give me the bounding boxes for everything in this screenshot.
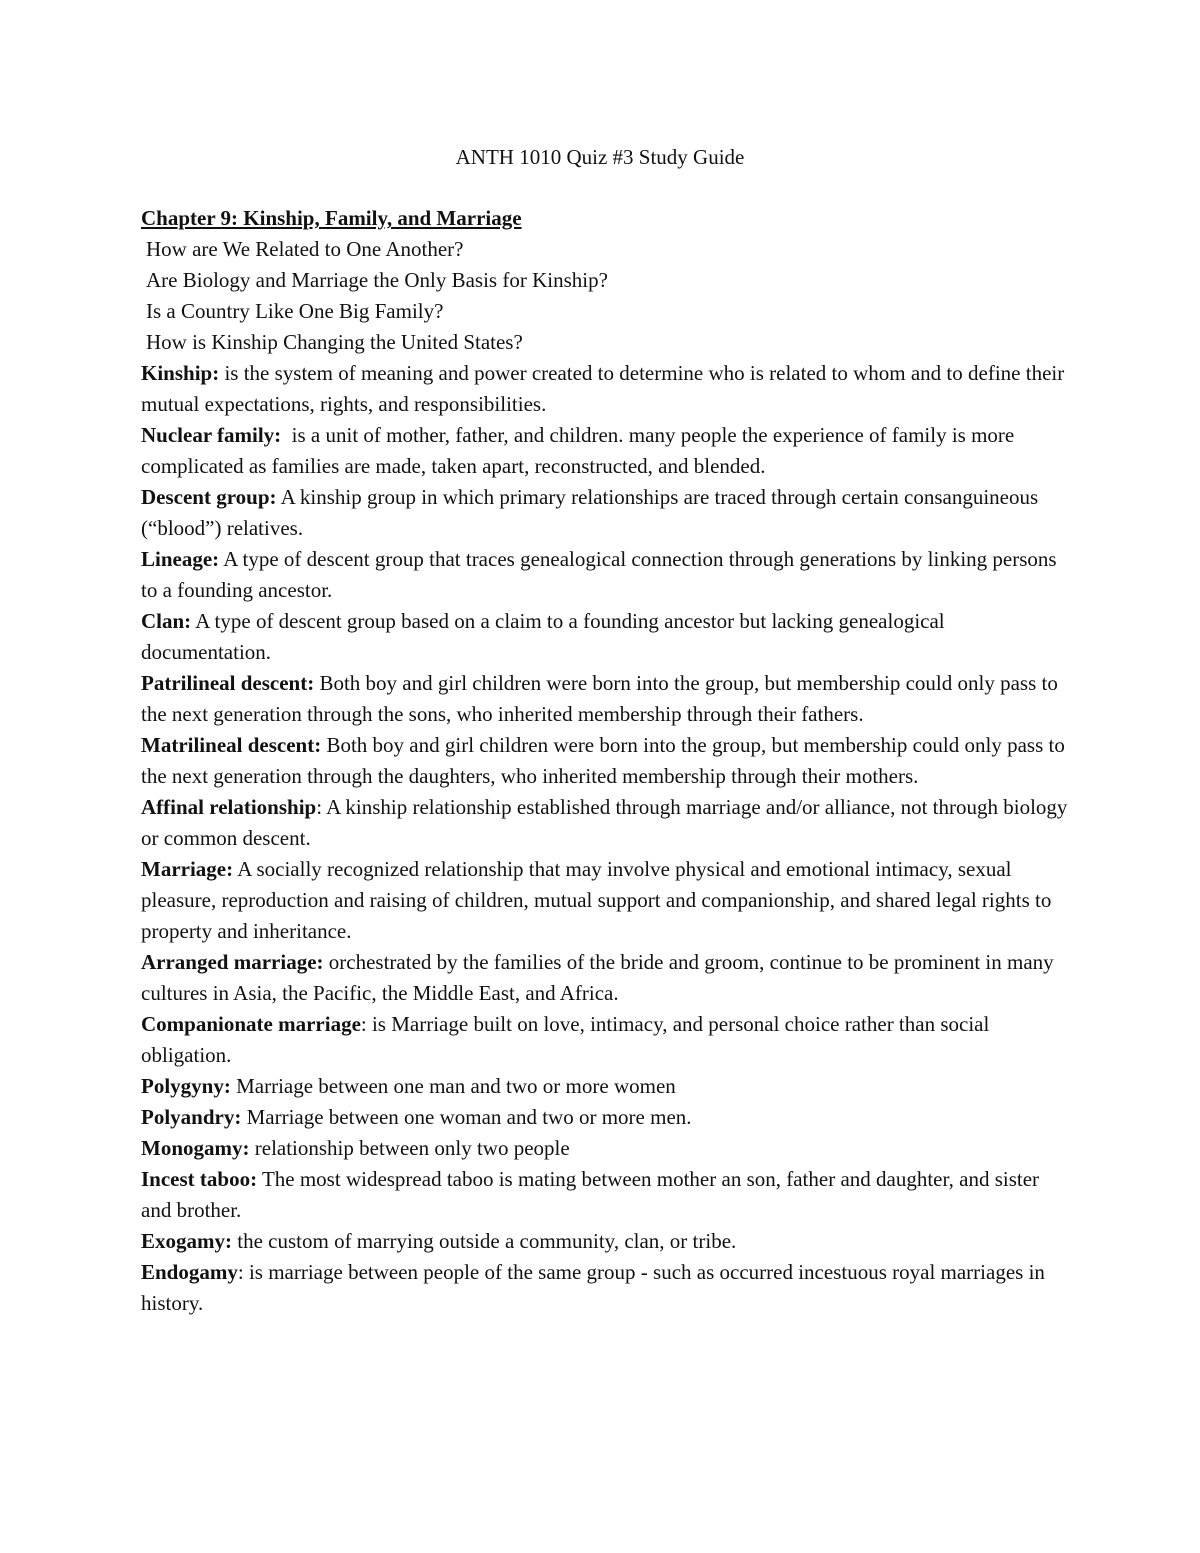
term-name: Exogamy: bbox=[141, 1229, 232, 1253]
term-definition: : is marriage between people of the same group - such as occurred incestuous royal marriages in history. bbox=[141, 1260, 1045, 1315]
glossary-entry-clan bbox=[141, 606, 1071, 668]
glossary-entry-patrilineal-descent bbox=[141, 668, 1071, 730]
term-name: Descent group: bbox=[141, 485, 277, 509]
term-name: Polygyny: bbox=[141, 1074, 231, 1098]
term-name: Polyandry: bbox=[141, 1105, 242, 1129]
term-name: Clan: bbox=[141, 609, 192, 633]
guiding-question: How are We Related to One Another? bbox=[146, 237, 464, 261]
term-definition: orchestrated by the families of the bride and groom, continue to be prominent in many cultures in Asia, the Pacific, the Middle East, and Africa. bbox=[141, 950, 1054, 1005]
guiding-question: Are Biology and Marriage the Only Basis for Kinship? bbox=[146, 268, 608, 292]
glossary-entry-arranged-marriage bbox=[141, 947, 1071, 1009]
term-name: Nuclear family: bbox=[141, 423, 282, 447]
glossary-entry-monogamy bbox=[141, 1133, 1071, 1164]
term-definition: is a unit of mother, father, and children. many people the experience of family is more complicated as families are made, taken apart, reconstructed, and blended. bbox=[141, 423, 1020, 478]
term-definition: is the system of meaning and power created to determine who is related to whom and to define their mutual expectations, rights, and responsibilities. bbox=[141, 361, 1065, 416]
glossary-entry-marriage bbox=[141, 854, 1071, 947]
glossary-entry-affinal-relationship bbox=[141, 792, 1071, 854]
term-name: Monogamy: bbox=[141, 1136, 250, 1160]
glossary-entry-kinship bbox=[141, 358, 1071, 420]
term-name: Lineage: bbox=[141, 547, 220, 571]
term-definition: the custom of marrying outside a community, clan, or tribe. bbox=[232, 1229, 737, 1253]
term-definition: A type of descent group that traces genealogical connection through generations by linking persons to a founding ancestor. bbox=[141, 547, 1057, 602]
term-definition: The most widespread taboo is mating between mother an son, father and daughter, and sister and brother. bbox=[141, 1167, 1040, 1222]
term-name: Incest taboo: bbox=[141, 1167, 258, 1191]
term-definition: Both boy and girl children were born into the group, but membership could only pass to the next generation through the sons, who inherited membership through their fathers. bbox=[141, 671, 1058, 726]
glossary-entry-nuclear-family bbox=[141, 420, 1071, 482]
term-name: Affinal relationship bbox=[141, 795, 317, 819]
term-name: Kinship: bbox=[141, 361, 220, 385]
chapter-heading: Chapter 9: Kinship, Family, and Marriage bbox=[141, 206, 522, 230]
document-body bbox=[141, 203, 1071, 1319]
term-definition: : is Marriage built on love, intimacy, and personal choice rather than social obligation. bbox=[141, 1012, 990, 1067]
term-name: Companionate marriage bbox=[141, 1012, 361, 1036]
term-definition: A type of descent group based on a claim to a founding ancestor but lacking genealogical documentation. bbox=[141, 609, 945, 664]
glossary-entry-lineage bbox=[141, 544, 1071, 606]
guiding-questions bbox=[141, 234, 1071, 358]
glossary-entry-endogamy bbox=[141, 1257, 1071, 1319]
term-definition: Marriage between one woman and two or more men. bbox=[241, 1105, 692, 1129]
term-name: Matrilineal descent: bbox=[141, 733, 322, 757]
glossary-entry-companionate-marriage bbox=[141, 1009, 1071, 1071]
glossary-list bbox=[141, 358, 1071, 1319]
glossary-entry-polyandry bbox=[141, 1102, 1071, 1133]
guiding-question: How is Kinship Changing the United States? bbox=[146, 330, 523, 354]
glossary-entry-polygyny bbox=[141, 1071, 1071, 1102]
term-name: Patrilineal descent: bbox=[141, 671, 315, 695]
glossary-entry-exogamy bbox=[141, 1226, 1071, 1257]
term-definition: A kinship group in which primary relationships are traced through certain consanguineous (“blood”) relatives. bbox=[141, 485, 1039, 540]
term-definition: Marriage between one man and two or more women bbox=[230, 1074, 676, 1098]
glossary-entry-incest-taboo bbox=[141, 1164, 1071, 1226]
glossary-entry-descent-group bbox=[141, 482, 1071, 544]
term-name: Endogamy bbox=[141, 1260, 238, 1284]
term-definition: : A kinship relationship established through marriage and/or alliance, not through biology or common descent. bbox=[141, 795, 1068, 850]
term-definition: Both boy and girl children were born into the group, but membership could only pass to the next generation through the daughters, who inherited membership through their mothers. bbox=[141, 733, 1065, 788]
term-name: Arranged marriage: bbox=[141, 950, 324, 974]
term-definition: relationship between only two people bbox=[249, 1136, 570, 1160]
guiding-question: Is a Country Like One Big Family? bbox=[146, 299, 444, 323]
term-definition: A socially recognized relationship that may involve physical and emotional intimacy, sexual pleasure, reproduction and raising of children, mutual support and companionship, and shared legal rights to property and inheritance. bbox=[141, 857, 1052, 943]
glossary-entry-matrilineal-descent bbox=[141, 730, 1071, 792]
term-name: Marriage: bbox=[141, 857, 234, 881]
document-title: ANTH 1010 Quiz #3 Study Guide bbox=[455, 145, 745, 169]
